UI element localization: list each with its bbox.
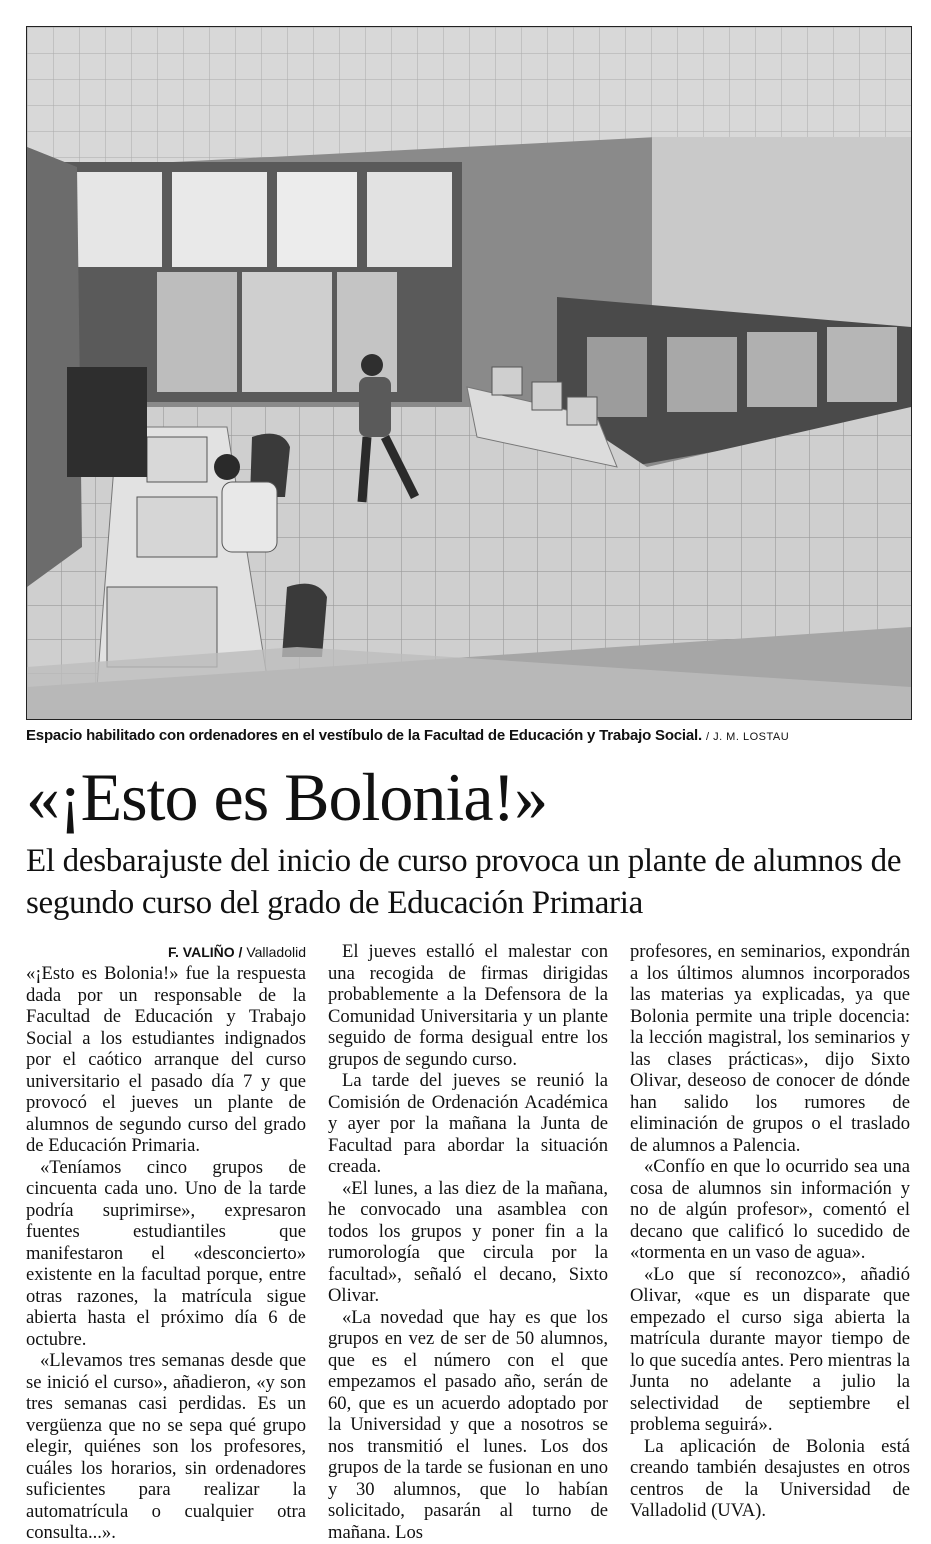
byline (26, 941, 306, 963)
caption-text: Espacio habilitado con ordenadores en el vestíbulo de la Facultad de Educación y Trabajo Social. (26, 727, 702, 744)
paragraph: «Lo que sí reconozco», añadió Olivar, «que es un disparate que empezado el curso siga abierta la matrícula durante mayor tiempo de lo que sucedía antes. Pero mientras la Junta no adelante a julio la selectividad de septiembre el problema seguirá». (630, 1263, 910, 1435)
article-column-2 (328, 941, 608, 1543)
paragraph: La aplicación de Bolonia está creando también desajustes en otros centros de la Universidad de Valladolid (UVA). (630, 1435, 910, 1521)
headline: «¡Esto es Bolonia!» (26, 759, 548, 835)
paragraph: El jueves estalló el malestar con una recogida de firmas dirigidas probablemente a la Defensora de la Comunidad Universitaria y un plante seguido de forma desigual entre los grupos de segundo curso. (328, 941, 608, 1070)
article-column-3 (630, 941, 910, 1522)
byline-place: Valladolid (246, 944, 306, 960)
photo-caption (26, 727, 912, 744)
paragraph: «Teníamos cinco grupos de cincuenta cada uno. Uno de la tarde podría suprimirse», expresaron fuentes estudiantiles que manifestaron el «desconcierto» existente en la facultad porque, entre otras razones, la matrícula sigue abierta hasta el próximo día 6 de octubre. (26, 1156, 306, 1350)
photo-credit: / J. M. LOSTAU (705, 731, 790, 743)
article-column-1 (26, 941, 306, 1544)
paragraph: «El lunes, a las diez de la mañana, he convocado una asamblea con todos los grupos y poner fin a la rumorología que circula por la facultad», señaló el decano, Sixto Olivar. (328, 1177, 608, 1306)
paragraph: «¡Esto es Bolonia!» fue la respuesta dada por un responsable de la Facultad de Educación y Trabajo Social a los estudiantes indignados por el caótico arranque del curso universitario el pasado día 7 y que provocó el jueves un plante de alumnos de segundo curso del grado de Educación Primaria. (26, 963, 306, 1156)
paragraph: «Confío en que lo ocurrido sea una cosa de alumnos sin información y no de algún profesor», comentó el decano que calificó lo sucedido de «tormenta en un vaso de agua». (630, 1156, 910, 1263)
paragraph: La tarde del jueves se reunió la Comisión de Ordenación Académica y ayer por la mañana la Junta de Facultad para abordar la situación creada. (328, 1070, 608, 1177)
article-photo (26, 26, 912, 720)
paragraph: «Llevamos tres semanas desde que se inició el curso», añadieron, «y son tres semanas casi perdidas. Es un vergüenza que no se sepa qué grupo elegir, quiénes son los profesores, cuáles los horarios, sin ordenadores suficientes para realizar la automatrícula o cualquier otra consulta...». (26, 1350, 306, 1543)
photo-computer-lab-illustration (27, 27, 911, 719)
paragraph: «La novedad que hay es que los grupos en vez de ser de 50 alumnos, que es el número con el que empezamos el pasado año, serán de 60, que es un acuerdo adoptado por la Universidad y que a nosotros se nos transmitió el lunes. Los dos grupos de la tarde se fusionan en uno y 30 alumnos, que lo habían solicitado, pasarán al turno de mañana. Los (328, 1306, 608, 1543)
paragraph: profesores, en seminarios, expondrán a los últimos alumnos incorporados las materias ya explicadas, ya que Bolonia permite una triple docencia: la lección magistral, los seminarios y las clases prácticas», dijo Sixto Olivar, deseoso de conocer de dónde han salido los rumores de eliminación de grupos o el traslado de alumnos a Palencia. (630, 941, 910, 1156)
byline-author: F. VALIÑO / (168, 944, 243, 960)
subheadline: El desbarajuste del inicio de curso provoca un plante de alumnos de segundo curso del grado de Educación Primaria (26, 843, 902, 921)
